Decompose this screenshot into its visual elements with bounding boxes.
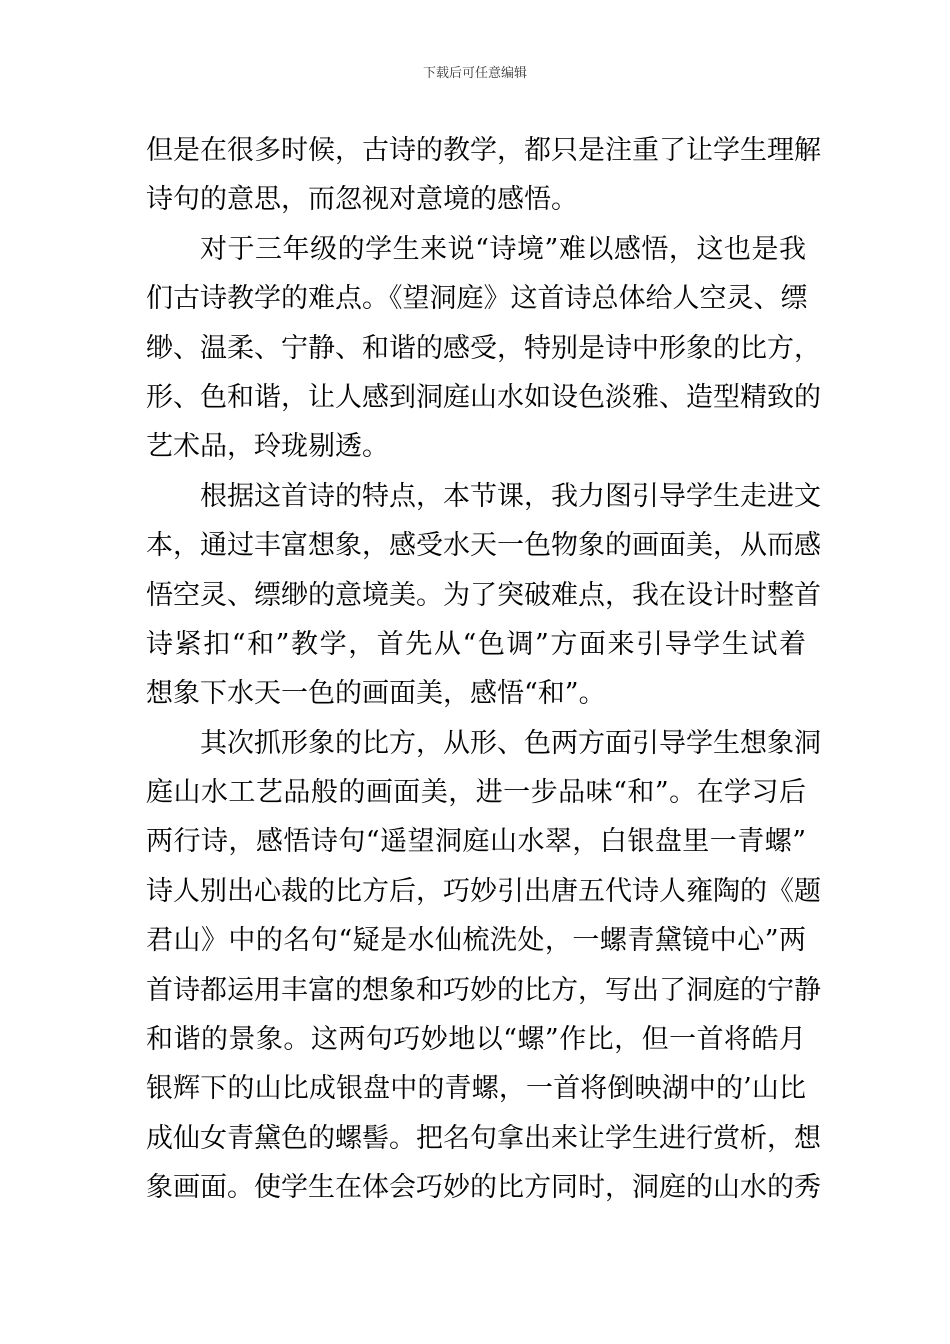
text-line: 其次抓形象的比方，从形、色两方面引导学生想象洞 <box>200 727 821 759</box>
text-line: 艺术品，玲珑剔透。 <box>146 431 389 463</box>
text-line: 对于三年级的学生来说“诗境”难以感悟，这也是我 <box>200 233 806 265</box>
text-line: 们古诗教学的难点。《望洞庭》这首诗总体给人空灵、缥 <box>146 283 808 315</box>
text-line: 缈、温柔、宁静、和谐的感受，特别是诗中形象的比方， <box>146 332 821 364</box>
text-line: 银辉下的山比成银盘中的青螺，一首将倒映湖中的’山比 <box>146 1073 806 1105</box>
text-line: 形、色和谐，让人感到洞庭山水如设色淡雅、造型精致的 <box>146 381 821 413</box>
text-line: 根据这首诗的特点，本节课，我力图引导学生走进文 <box>200 480 821 512</box>
text-line: 诗紧扣“和”教学，首先从“色调”方面来引导学生试着 <box>146 628 806 660</box>
page-header-note: 下载后可任意编辑 <box>422 66 527 81</box>
document-body <box>146 126 821 1213</box>
text-line: 象画面。使学生在体会巧妙的比方同时，洞庭的山水的秀 <box>146 1172 821 1204</box>
text-line: 成仙女青黛色的螺髻。把名句拿出来让学生进行赏析，想 <box>146 1122 821 1154</box>
text-line: 首诗都运用丰富的想象和巧妙的比方，写出了洞庭的宁静 <box>146 974 821 1006</box>
text-line: 想象下水天一色的画面美，感悟“和”。 <box>146 678 606 710</box>
text-line: 诗人别出心裁的比方后，巧妙引出唐五代诗人雍陶的《题 <box>146 875 821 907</box>
text-line: 和谐的景象。这两句巧妙地以“螺”作比，但一首将皓月 <box>146 1024 806 1056</box>
text-line: 两行诗，感悟诗句“遥望洞庭山水翠，白银盘里一青螺” <box>146 826 806 858</box>
text-line: 悟空灵、缥缈的意境美。为了突破难点，我在设计时整首 <box>146 579 821 611</box>
text-line: 庭山水工艺品般的画面美，进一步品味“和”。在学习后 <box>146 777 806 809</box>
text-line: 诗句的意思，而忽视对意境的感悟。 <box>146 184 578 216</box>
text-line: 本，通过丰富想象，感受水天一色物象的画面美，从而感 <box>146 530 821 562</box>
text-line: 但是在很多时候，古诗的教学，都只是注重了让学生理解 <box>146 135 821 166</box>
text-line: 君山》中的名句“疑是水仙梳洗处，一螺青黛镜中心”两 <box>146 925 806 957</box>
